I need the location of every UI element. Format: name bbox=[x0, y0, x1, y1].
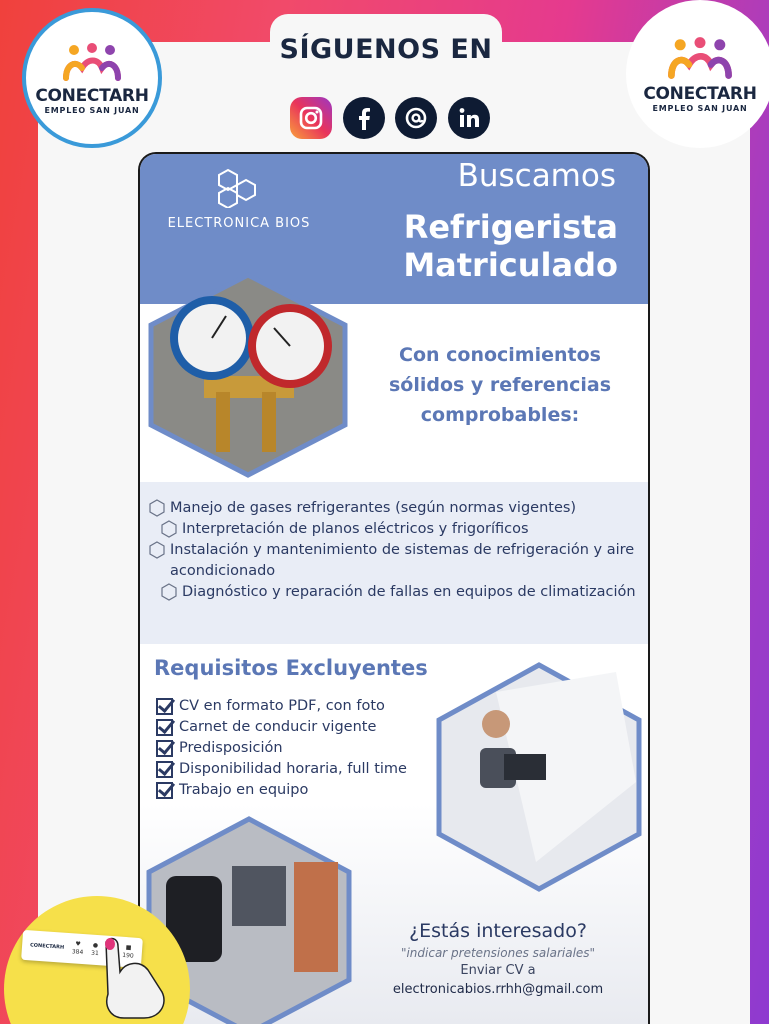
promo-stat bbox=[71, 940, 84, 957]
checkbox-checked-icon bbox=[156, 782, 173, 799]
hexagon-bullet-icon bbox=[160, 583, 178, 601]
hexagon-logo-icon bbox=[217, 168, 261, 208]
badge-subtitle: EMPLEO SAN JUAN bbox=[652, 103, 748, 113]
company-name: ELECTRONICA BIOS bbox=[167, 216, 311, 231]
company-logo bbox=[164, 168, 314, 231]
job-title-line1: Refrigerista bbox=[403, 208, 618, 246]
technician-photo bbox=[436, 662, 642, 892]
social-links bbox=[290, 97, 490, 141]
instagram-icon[interactable] bbox=[290, 97, 332, 139]
call-to-action bbox=[358, 920, 638, 997]
skill-item bbox=[148, 540, 636, 582]
follow-us-title: SÍGUENOS EN bbox=[279, 34, 493, 65]
requirement-item bbox=[156, 780, 456, 801]
skill-text: Manejo de gases refrigerantes (según normas vigentes) bbox=[170, 500, 577, 516]
skill-text: Interpretación de planos eléctricos y frigoríficos bbox=[182, 521, 529, 537]
facebook-icon[interactable] bbox=[343, 97, 385, 139]
skill-text: Instalación y mantenimiento de sistemas de refrigeración y aire acondicionado bbox=[170, 542, 635, 579]
cta-note: "indicar pretensiones salariales" bbox=[400, 946, 596, 960]
checkbox-checked-icon bbox=[156, 719, 173, 736]
skill-item bbox=[148, 498, 636, 519]
conectarh-logo-icon bbox=[667, 36, 733, 80]
cta-send-label: Enviar CV a bbox=[460, 963, 536, 978]
requirements-list bbox=[156, 696, 456, 801]
requirement-text: Disponibilidad horaria, full time bbox=[179, 761, 407, 777]
intro-text bbox=[370, 340, 630, 430]
badge-subtitle: EMPLEO SAN JUAN bbox=[44, 105, 140, 115]
hand-illustration bbox=[96, 932, 176, 1020]
bookmark-icon: ■ bbox=[125, 944, 132, 952]
promo-brand: CONECTARH bbox=[29, 942, 65, 951]
requirement-text: CV en formato PDF, con foto bbox=[179, 698, 385, 714]
requirement-item bbox=[156, 696, 456, 717]
contact-email[interactable]: electronicabios.rrhh@gmail.com bbox=[392, 982, 604, 997]
requirement-item bbox=[156, 759, 456, 780]
checkbox-checked-icon bbox=[156, 740, 173, 757]
comment-icon: ● bbox=[92, 941, 99, 950]
requirement-item bbox=[156, 717, 456, 738]
badge-brand: CONECTARH bbox=[643, 83, 757, 104]
intro-line: Con conocimientos bbox=[399, 344, 601, 366]
hexagon-bullet-icon bbox=[160, 520, 178, 538]
intro-line: comprobables: bbox=[420, 404, 580, 426]
conectarh-badge-left[interactable] bbox=[22, 8, 162, 148]
skill-item bbox=[148, 582, 636, 603]
buscamos-heading: Buscamos bbox=[457, 158, 616, 194]
threads-icon[interactable] bbox=[395, 97, 437, 139]
hexagon-bullet-icon bbox=[148, 499, 166, 517]
requirement-text: Trabajo en equipo bbox=[179, 782, 309, 798]
checkbox-checked-icon bbox=[156, 761, 173, 778]
requirement-text: Carnet de conducir vigente bbox=[179, 719, 377, 735]
cta-question: ¿Estás interesado? bbox=[409, 920, 587, 942]
job-title-line2: Matriculado bbox=[403, 246, 618, 284]
promo-stat-value: 31 bbox=[90, 949, 100, 958]
gauges-photo bbox=[144, 272, 352, 478]
requirements-title: Requisitos Excluyentes bbox=[154, 656, 428, 680]
heart-icon: ♥ bbox=[75, 940, 82, 948]
promo-stat-value: 190 bbox=[121, 951, 134, 960]
badge-brand: CONECTARH bbox=[35, 85, 149, 106]
requirement-item bbox=[156, 738, 456, 759]
skills-list bbox=[140, 482, 648, 644]
linkedin-icon[interactable] bbox=[448, 97, 490, 139]
intro-line: sólidos y referencias bbox=[388, 374, 612, 396]
skill-text: Diagnóstico y reparación de fallas en equipos de climatización bbox=[182, 584, 636, 600]
job-title bbox=[318, 208, 618, 284]
checkbox-checked-icon bbox=[156, 698, 173, 715]
conectarh-badge-right[interactable] bbox=[626, 0, 769, 148]
hexagon-bullet-icon bbox=[148, 541, 166, 559]
requirement-text: Predisposición bbox=[179, 740, 283, 756]
job-flyer bbox=[138, 152, 650, 1024]
promo-stat-value: 384 bbox=[71, 948, 84, 957]
skill-item bbox=[148, 519, 636, 540]
conectarh-logo-icon bbox=[62, 42, 122, 82]
